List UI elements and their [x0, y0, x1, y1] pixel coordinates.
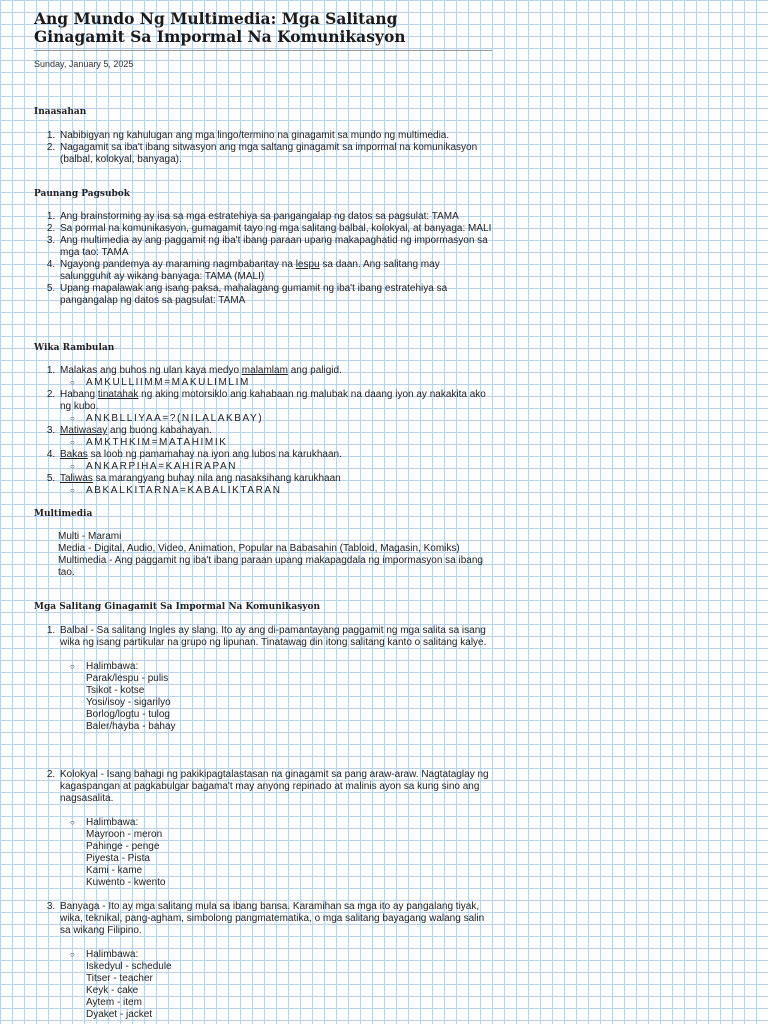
example-line: Titser - teacher [86, 973, 153, 984]
heading-mga-salitang: Mga Salitang Ginagamit Sa Impormal Na Komunikasyon [34, 602, 321, 612]
example-group [86, 949, 492, 1021]
list-item: 1. Ang brainstorming ay isa sa mga estratehiya sa pangangalap ng datos sa pagsulat: TAMA [58, 211, 492, 223]
definition-line: Multimedia - Ang paggamit ng iba't ibang paraan upang makapagdala ng impormasyon sa ibang tao. [58, 555, 483, 578]
underlined-word: lespu [295, 259, 320, 270]
document-page [34, 9, 492, 1020]
underlined-word: malamlam [241, 365, 288, 376]
example-line: Borlog/logtu - tulog [86, 709, 170, 720]
scrambled-answer: ○ AMKULLIIMM=MAKULIMLIM [86, 377, 492, 389]
list-item: 3. Matiwasay ang buong kabahayan. ○ AMKTHKIM=MATAHIMIK [58, 425, 492, 449]
list-inaasahan [34, 130, 492, 166]
scrambled-answer: ○ AMKTHKIM=MATAHIMIK [86, 437, 492, 449]
list-item: 1. Nabibigyan ng kahulugan ang mga lingo/termino na ginagamit sa mundo ng multimedia. [58, 130, 492, 142]
example-line: Pahinge - penge [86, 841, 160, 852]
scrambled-answer: ○ ANKARPIHA=KAHIRAPAN [86, 461, 492, 473]
heading-multimedia: Multimedia [34, 509, 93, 519]
example-line: Iskedyul - schedule [86, 961, 172, 972]
list-item: 5. Taliwas sa marangyang buhay nila ang nasaksihang karukhaan ○ ABKALKITARNA=KABALIKTARAN [58, 473, 492, 497]
example-line: Tsikot - kotse [86, 685, 145, 696]
underlined-word: Bakas [60, 449, 88, 460]
underlined-word: Matiwasay [60, 425, 108, 436]
example-line: Kuwento - kwento [86, 877, 166, 888]
heading-wika-rambulan: Wika Rambulan [34, 343, 115, 353]
list-item: 2. Nagagamit sa iba't ibang sitwasyon ang mga saltang ginagamit sa impormal na komunikasyon (balbal, kolokyal, banyaga). [58, 142, 492, 166]
example-line: Mayroon - meron [86, 829, 163, 840]
example-group [86, 817, 492, 889]
salitang-item-banyaga [34, 901, 492, 1021]
definition-line: Media - Digital, Audio, Video, Animation, Popular na Babasahin (Tabloid, Magasin, Komiks) [58, 543, 460, 554]
underlined-word: tinatahak [97, 389, 139, 400]
scrambled-answer: ○ ANKBLLIYAA=?(NILALAKBAY) [86, 413, 492, 425]
list-item: 1. Malakas ang buhos ng ulan kaya medyo malamlam ang paligid. ○ AMKULLIIMM=MAKULIMLIM [58, 365, 492, 389]
heading-inaasahan: Inaasahan [34, 107, 87, 117]
list-wika-rambulan [34, 365, 492, 497]
example-line: Dyaket - jacket [86, 1009, 153, 1020]
example-label: ○ Halimbawa: [86, 949, 139, 960]
underlined-word: Taliwas [60, 473, 93, 484]
list-item: 4. Bakas sa loob ng pamamahay na iyon ang lubos na karukhaan. ○ ANKARPIHA=KAHIRAPAN [58, 449, 492, 473]
page-date: Sunday, January 5, 2025 [34, 59, 134, 69]
list-paunang-pagsubok [34, 211, 492, 307]
heading-paunang-pagsubok: Paunang Pagsubok [34, 189, 131, 199]
list-item: 5. Upang mapalawak ang isang paksa, mahalagang gumamit ng iba't ibang estratehiya sa pangangalap ng datos sa pagsulat: TAMA [58, 283, 492, 307]
title-divider [34, 50, 492, 51]
example-line: Keyk - cake [86, 985, 139, 996]
list-item: 2. Kolokyal - Isang bahagi ng pakikipagtalastasan na ginagamit sa pang araw-araw. Nagtataglay ng kagaspangan at pagkabulgar bagama't may anyong repinado at malinis ayon sa kung sino ang nagsasalita. ○ Halimbawa: Mayroon - meron Pahinge - penge Piyesta - Pista Kami - kame Kuwento - kwento [58, 769, 492, 889]
example-label: ○ Halimbawa: [86, 661, 139, 672]
example-group [86, 661, 492, 733]
salitang-item-balbal [34, 625, 492, 733]
list-item: 3. Banyaga - Ito ay mga salitang mula sa ibang bansa. Karamihan sa mga ito ay pangalang tiyak, wika, teknikal, pang-agham, simbolong pangmatematika, o mga salitang bayagang walang salin sa wikang Filipino. ○ Halimbawa: Iskedyul - schedule Titser - teacher Keyk - cake Aytem - item Dyaket - jacket [58, 901, 492, 1021]
scrambled-answer: ○ ABKALKITARNA=KABALIKTARAN [86, 485, 492, 497]
example-label: ○ Halimbawa: [86, 817, 139, 828]
example-line: Baler/hayba - bahay [86, 721, 176, 732]
page-title: Ang Mundo Ng Multimedia: Mga Salitang Ginagamit Sa Impormal Na Komunikasyon [34, 9, 406, 46]
list-item: 2. Habang tinatahak ng aking motorsiklo ang kahabaan ng malubak na daang iyon ay nakakita ako ng kubo. ○ ANKBLLIYAA=?(NILALAKBAY) [58, 389, 492, 425]
list-item: 3. Ang multimedia ay ang paggamit ng iba't ibang paraan upang makapaghatid ng impormasyon sa mga tao: TAMA [58, 235, 492, 259]
example-line: Parak/lespu - pulis [86, 673, 169, 684]
example-line: Aytem - item [86, 997, 142, 1008]
list-item: 2. Sa pormal na komunikasyon, gumagamit tayo ng mga salitang balbal, kolokyal, at banyaga: MALI [58, 223, 492, 235]
list-item: 4. Ngayong pandemya ay maraming nagmbabantay na lespu sa daan. Ang salitang may salungguhit ay wikang banyaga: TAMA (MALI) [58, 259, 492, 283]
salitang-item-kolokyal [34, 769, 492, 889]
example-line: Kami - kame [86, 865, 143, 876]
example-line: Piyesta - Pista [86, 853, 150, 864]
definition-line: Multi - Marami [58, 531, 122, 542]
example-line: Yosi/isoy - sigarilyo [86, 697, 171, 708]
multimedia-definitions [34, 531, 492, 579]
list-item: 1. Balbal - Sa salitang Ingles ay slang. Ito ay ang di-pamantayang paggamit ng mga salita sa isang wika ng isang partikular na grupo ng lipunan. Tinatawag din itong salitang kanto o salitang kalye. ○ Halimbawa: Parak/lespu - pulis Tsikot - kotse Yosi/isoy - sigarilyo Borlog/logtu - tulog Baler/hayba - bahay [58, 625, 492, 733]
